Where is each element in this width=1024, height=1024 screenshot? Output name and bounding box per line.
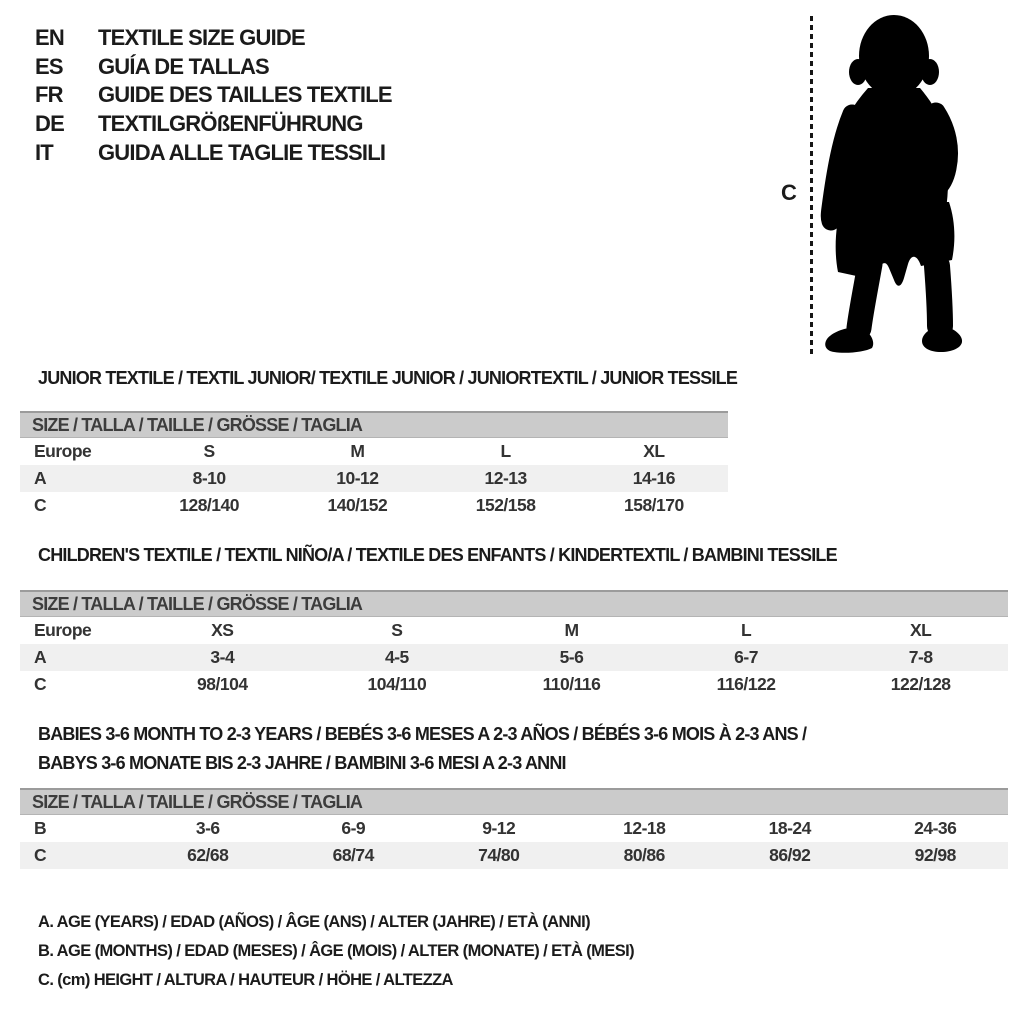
lang-row-it [35,138,392,167]
row-label: Europe [34,441,92,461]
age-cell: 18-24 [768,818,811,838]
height-cell: 158/170 [623,495,684,515]
age-cell: 6-9 [341,818,366,838]
babies-size-table [20,788,1008,869]
height-cell: 68/74 [332,845,374,865]
height-cell: 98/104 [197,674,248,694]
lang-row-fr [35,81,392,110]
height-cell: 116/122 [716,674,776,694]
lang-code-de: DE [35,111,64,137]
height-cell: 122/128 [890,674,951,694]
lang-row-de [35,110,392,139]
lang-title-it: GUIDA ALLE TAGLIE TESSILI [98,139,386,165]
babies-size-header: SIZE / TALLA / TAILLE / GRÖSSE / TAGLIA [20,788,1008,815]
language-title-block [35,24,392,167]
age-cell: 12-13 [484,468,527,488]
height-cell: 140/152 [327,495,388,515]
row-label: A [34,647,47,667]
age-cell: 3-6 [195,818,220,838]
row-label: A [34,468,47,488]
babies-title-line2: BABYS 3-6 MONATE BIS 2-3 JAHRE / BAMBINI 3-6 MESI A 2-3 ANNI [38,753,566,773]
babies-title-line1: BABIES 3-6 MONTH TO 2-3 YEARS / BEBÉS 3-6 MESES A 2-3 AÑOS / BÉBÉS 3-6 MOIS À 2-3 ANS / [38,724,807,744]
size-cell: S [203,441,215,461]
lang-row-en [35,24,392,53]
children-section-title: CHILDREN'S TEXTILE / TEXTIL NIÑO/A / TEXTILE DES ENFANTS / KINDERTEXTIL / BAMBINI TESSILE [38,545,837,565]
lang-title-de: TEXTILGRÖßENFÜHRUNG [98,111,363,137]
size-cell: L [740,620,752,640]
legend-line-b: B. AGE (MONTHS) / EDAD (MESES) / ÂGE (MOIS) / ALTER (MONATE) / ETÀ (MESI) [38,942,635,960]
children-size-table [20,590,1008,698]
children-row-age [20,644,1008,671]
row-label: Europe [34,620,92,640]
height-cell: 74/80 [478,845,520,865]
age-cell: 4-5 [384,647,409,667]
lang-code-it: IT [35,139,53,165]
legend [38,908,634,995]
age-cell: 7-8 [908,647,933,667]
children-row-europe [20,617,1008,644]
height-cell: 86/92 [769,845,811,865]
legend-line-a: A. AGE (YEARS) / EDAD (AÑOS) / ÂGE (ANS) / ALTER (JAHRE) / ETÀ (ANNI) [38,913,590,931]
row-label: C [34,495,47,515]
age-cell: 5-6 [559,647,584,667]
age-cell: 24-36 [914,818,957,838]
height-c-label: C [781,180,797,205]
height-dashed-line [810,16,813,354]
height-cell: 152/158 [475,495,536,515]
size-cell: S [391,620,403,640]
height-cell: 110/116 [542,674,601,694]
lang-code-es: ES [35,53,63,79]
height-cell: 92/98 [914,845,956,865]
row-label: C [34,674,47,694]
junior-row-age [20,465,728,492]
lang-code-en: EN [35,25,64,51]
age-cell: 8-10 [192,468,226,488]
lang-title-fr: GUIDE DES TAILLES TEXTILE [98,82,392,108]
lang-code-fr: FR [35,82,63,108]
height-cell: 128/140 [179,495,239,515]
size-cell: XL [909,620,932,640]
height-cell: 80/86 [623,845,665,865]
size-cell: M [350,441,365,461]
age-cell: 14-16 [632,468,675,488]
children-size-header: SIZE / TALLA / TAILLE / GRÖSSE / TAGLIA [20,590,1008,617]
age-cell: 9-12 [482,818,516,838]
babies-row-height [20,842,1008,869]
height-cell: 104/110 [367,674,427,694]
toddler-silhouette-icon [820,12,968,358]
lang-title-en: TEXTILE SIZE GUIDE [98,25,305,51]
age-cell: 10-12 [336,468,379,488]
age-cell: 6-7 [734,647,758,667]
row-label: C [34,845,47,865]
junior-row-height [20,492,728,519]
junior-size-table [20,411,728,519]
size-cell: L [500,441,511,461]
legend-line-c: C. (cm) HEIGHT / ALTURA / HAUTEUR / HÖHE / ALTEZZA [38,971,453,989]
age-cell: 3-4 [210,647,235,667]
height-cell: 62/68 [187,845,229,865]
lang-title-es: GUÍA DE TALLAS [98,53,269,79]
size-cell: XS [211,620,234,640]
junior-section-title: JUNIOR TEXTILE / TEXTIL JUNIOR/ TEXTILE JUNIOR / JUNIORTEXTIL / JUNIOR TESSILE [38,368,738,388]
row-label: B [34,818,47,838]
babies-section-title [38,720,806,778]
babies-row-age [20,815,1008,842]
junior-size-header: SIZE / TALLA / TAILLE / GRÖSSE / TAGLIA [20,411,728,438]
size-cell: XL [643,441,665,461]
junior-row-europe [20,438,728,465]
size-cell: M [564,620,579,640]
children-row-height [20,671,1008,698]
age-cell: 12-18 [623,818,666,838]
lang-row-es [35,53,392,82]
